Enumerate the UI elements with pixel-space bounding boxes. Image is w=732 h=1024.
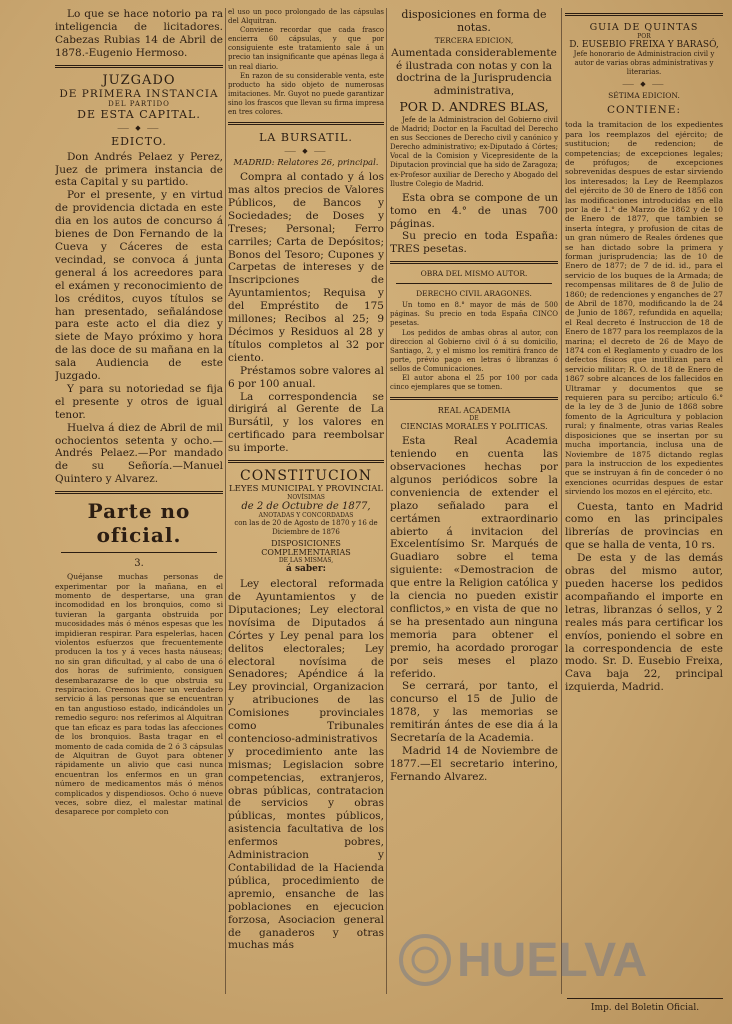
guia-title: GUIA DE QUINTAS: [589, 22, 699, 33]
guia-precio: Cuesta, tanto en Madrid como en las principales librerías de provincias en que se halla de venta, 10 rs.: [565, 500, 723, 552]
academia-para-3: Madrid 14 de Noviembre de 1877.—El secretario interino, Fernando Alvarez.: [390, 744, 558, 783]
ornament: ⸺ ◆ ⸺: [117, 123, 161, 132]
double-rule: [390, 397, 558, 400]
article-body: Quéjanse muchas personas de experimentar por la mañana, en el momento de despertarse, una gran incomodidad en los bronquios, como si tuvieran la garganta obstruida por mucosidades más ó ménos espesas que les impidieran respirar. Para espelerlas, hacen violentos esfuerzos que frecuentemente producen la tos y á veces hasta náuseas; no sin gran dificultad, y al cabo de una ó dos horas de sufrimiento, consiguen desembarazarse de lo que obstruia su respiracion. Creemos hacer un verdadero servicio á las personas que se encuentran en tan angustioso estado, indicándoles un remedio seguro: nos referimos al Alquitran que tan eficaz es para todas las afecciones de los bronquios. Basta tragar en el momento de cada comida de 2 ó 3 cápsulas de Alquitran de Guyot para obtener rápidamente un alivio que casi nunca encuentran los enfermos en un gran número de medicamentos más ó ménos complicados y dispendiosos. Ocho ó nueve veces, sobre diez, el malestar matinal desaparece por completo con: [55, 572, 223, 817]
blas-tomo: Esta obra se compone de un tomo en 4.° de unas 700 páginas.: [390, 191, 558, 230]
constitucion-line-7: DE LAS MISMAS,: [278, 557, 334, 565]
imprenta-footer: [567, 998, 723, 1013]
column-2: [228, 8, 384, 1004]
guia-contents: toda la tramitacion de los expedientes para los reemplazos del ejército; de sustitucion; de redencion; de competencias; de excepciones legales; de prófugos; de excepciones sobrevenidas despues de estar sirviendo los interesados; la Ley de Reemplazos del ejército de 30 de Enero de 1856 con las modificaciones introducidas en ella por la de 1.° de Marzo de 1862 y de 10 de Enero de 1877, que tambien se inserta íntegra, y profusion de citas de un gran número de Reales órdenes que se han dictado sobre la primera y forman jurisprudencia; las de 10 de Enero de 1877; de 7 de id. id., para el servicio de los buques de la Armada; de recompensas militares de 8 de Julio de 1860; de redenciones y enganches de 27 de Abril de 1870, modificando la de 24 de Junio de 1867, refundida en aquella; el Real decreto é Instruccion de 18 de Enero de 1877 para los reemplazos de la marina; el decreto de 26 de Mayo de 1874 con el Reglamento y cuadro de los defectos físicos que inutilizan para el servicio militar; R. O. de 18 de Enero de 1867 sobre alcances de los fallecidos en Ultramar y documentos que se requieren para su percibo; artículo 6.° de la ley de 3 de Junio de 1868 sobre fomento de la Agricultura y poblacion rural; y finalmente, otras varias Reales disposiciones que se insertan por su mucha importancia, inclusa una de Noviembre de 1875 dictando reglas para la instruccion de los expedientes que se instruyan á fin de conceder ó no exenciones ocurridas despues de estar sirviendo los mozos en el ejército, etc.: [565, 120, 723, 497]
constitucion-body: Ley electoral reformada de Ayuntamientos y de Diputaciones; Ley electoral novísima de Diputados á Córtes y Ley penal para los delitos electorales; Ley electoral novísima de Senadores; Apéndice á la Ley provincial, Organizacion y atribuciones de las Comisiones provinciales como Tribunales contencioso-administrativos y procedimiento ante las mismas; Legislacion sobre competencias, extranjeros, obras públicas, contratacion de servicios y obras públicas, montes públicos, asistencia facultativa de los enfermos pobres, Administracion y Contabilidad de la Hacienda pública, procedimiento de apremio, ensanche de las poblaciones en ejecucion forzosa, Asociacion general de ganaderos y otras muchas más: [228, 578, 384, 952]
guia-author: D. EUSEBIO FREIXA Y BARASÓ,: [569, 40, 719, 50]
blas-credentials: Jefe de la Administracion del Gobierno civil de Madrid; Doctor en la Facultad del Derecho en sus Secciones de Derecho civil y canónico y Derecho administrativo; ex-Diputado á Córtes; Vocal de la Comision y Vicepresidente de la Diputacion provincial que ha sido de Zaragoza; ex-Profesor auxiliar de Derecho y Abogado del Ilustre Colegio de Madrid.: [390, 116, 558, 188]
parte-no-oficial-title: Parte no oficial.: [87, 499, 191, 548]
article-number: 3.: [134, 558, 144, 570]
double-rule: [565, 13, 723, 16]
double-rule: [55, 491, 223, 494]
court-heading-2: DE PRIMERA INSTANCIA: [59, 87, 219, 100]
guia-author-credentials: Jefe honorario de Administracion civil y autor de varias obras administrativas y literarias.: [573, 50, 715, 77]
derecho-para-3: El autor abona el 25 por 100 por cada cinco ejemplares que se tomen.: [390, 374, 558, 392]
constitucion-line-2: NOVÍSIMAS: [287, 494, 325, 502]
column-3: [390, 8, 558, 1004]
bursatil-para-1: Compra al contado y á los mas altos precios de Valores Públicos, de Bancos y Sociedades; de Doses y Treses; Personal; Ferro carriles; Carta de Depósitos; Bonos del Tesoro; Cupones y Carpetas de intereses y de Inscripciones de Ayuntamientos; Requisa y del Empréstito de 175 millones; Recibos al 25; 9 Décimos y Residuos al 28 y títulos completos al 32 por ciento.: [228, 171, 384, 364]
constitucion-line-3: de 2 de Octubre de 1877,: [241, 501, 371, 513]
double-rule: [390, 261, 558, 264]
guia-contiene: CONTIENE:: [606, 104, 682, 117]
rule: [61, 552, 217, 553]
academia-para-2: Se cerrará, por tanto, el concurso el 15 de Julio de 1878, y las memorias se remitirán ántes de ese dia á la Secretaría de la Academia.: [390, 680, 558, 745]
constitucion-line-1: LEYES MUNICIPAL Y PROVINCIAL: [229, 484, 383, 495]
lead-notice: Lo que se hace notorio pa ra inteligencia de licitadores. Cabezas Rubias 14 de Abril de 1878.-Eugenio Hermoso.: [55, 8, 223, 59]
blas-precio: Su precio en toda España: TRES pesetas.: [390, 230, 558, 256]
derecho-title: DERECHO CIVIL ARAGONES.: [416, 289, 532, 299]
watermark-seal-icon: [401, 936, 449, 984]
academia-heading-3: CIENCIAS MORALES Y POLITICAS.: [400, 422, 548, 432]
rule: [396, 283, 552, 284]
derecho-para-1: Un tomo en 8.° mayor de más de 500 páginas. Su precio en toda España CINCO pesetas.: [390, 301, 558, 328]
constitucion-line-4: ANOTADAS Y CONCORDADAS: [258, 512, 354, 520]
constitucion-line-8: á saber:: [286, 564, 326, 575]
imprenta-label: Imp. del Boletin Oficial.: [590, 1003, 700, 1013]
academia-heading-2: DE: [469, 415, 479, 423]
column-divider: [561, 8, 562, 994]
court-heading-3: DEL PARTIDO: [108, 99, 170, 108]
column-1: [55, 8, 223, 1004]
edicto-title: EDICTO.: [111, 134, 167, 148]
edicto-para-4: Huelva á diez de Abril de mil ochocientos setenta y ocho.—Andrés Pelaez.—Por mandado de su Señoría.—Manuel Quintero y Alvarez.: [55, 421, 223, 486]
edicto-para-3: Y para su notoriedad se fija el presente y otros de igual tenor.: [55, 382, 223, 421]
court-heading-1: JUZGADO: [102, 72, 176, 88]
double-rule: [55, 65, 223, 68]
blas-heading-3: Aumentada considerablemente é ilustrada con notas y con la doctrina de la Jurisprudencia administrativa,: [391, 47, 557, 97]
column-4: [565, 8, 723, 1004]
column-divider: [386, 8, 387, 994]
ornament: ⸺ ◆ ⸺: [622, 80, 666, 89]
column-divider: [225, 8, 226, 994]
guyot-para-1: el uso un poco prolongado de las cápsulas del Alquitran.: [228, 8, 384, 26]
guia-pedidos: De esta y de las demás obras del mismo autor, pueden hacerse los pedidos acompañando el importe en letras, libranzas ó sellos, y 2 reales más para certificar los envíos, poniendo el sobre en la correspondencia de este modo. Sr. D. Eusebio Freixa, Cava baja 22, principal izquierda, Madrid.: [565, 552, 723, 694]
academia-para-1: Esta Real Academia teniendo en cuenta las observaciones hechas por algunos periódicos sobre la conveniencia de extender el plazo señalado para el certámen extraordinario abierto á invitacion del Excelentísimo Sr. Marqués de Guadiaro sobre el tema siguiente: «Demostracion de que entre la Religion católica y la ciencia no pueden existir conflictos,» en vista de que no se ha presentado aun ninguna memoria para obtener el premio, ha acordado prorogar por seis meses el plazo referido.: [390, 435, 558, 680]
derecho-para-2: Los pedidos de ambas obras al autor, con direccion al Gobierno civil ó á su domicilio, Santiago, 2, y el mismo los remitirá franco de porte, prévio pago en letras ó libranzas ó sellos de Comunicaciones.: [390, 328, 558, 373]
mismo-autor-title: OBRA DEL MISMO AUTOR.: [420, 269, 528, 279]
bursatil-para-2: Préstamos sobre valores al 6 por 100 anual.: [228, 364, 384, 390]
bursatil-address: MADRID: Relatores 26, principal.: [233, 158, 379, 169]
double-rule: [228, 122, 384, 125]
court-heading-4: DE ESTA CAPITAL.: [77, 107, 201, 121]
blas-heading-2: TERCERA EDICION,: [434, 36, 514, 45]
archive-watermark: [395, 920, 665, 1000]
ornament: ⸺ ◆ ⸺: [284, 147, 328, 156]
guyot-para-3: En razon de su considerable venta, este producto ha sido objeto de numerosas imitaciones. Mr. Guyot no puede garantizar sino los frascos que llevan su firma impresa en tres colores.: [228, 71, 384, 117]
guia-edicion: SÉTIMA EDICION.: [608, 91, 680, 101]
blas-heading-4: POR D. ANDRES BLAS,: [399, 99, 549, 114]
guyot-para-2: Conviene recordar que cada frasco encierra 60 cápsulas, y que por consiguiente este tratamiento sale á un precio tan insignificante que apénas llega á un real diario.: [228, 26, 384, 71]
constitucion-line-5: con las de 20 de Agosto de 1870 y 16 de Diciembre de 1876: [234, 519, 378, 536]
watermark-text: HUELVA: [457, 934, 648, 987]
blas-heading-1: disposiciones en forma de notas.: [401, 8, 547, 34]
edicto-para-2: Por el presente, y en virtud de providencia dictada en este dia en los autos de concurso á bienes de Don Fernando de la Cueva y Cáceres de esta vecindad, se convoca á junta general á los acreedores para el exámen y reconocimiento de los créditos, cuyos títulos se han presentado, señalándose para este acto el dia diez y siete de Mayo próximo y hora de las doce de su mañana en la sala Audiencia de este Juzgado.: [55, 189, 223, 383]
academia-heading-1: REAL ACADEMIA: [437, 406, 511, 416]
bursatil-para-3: La correspondencia se dirigirá al Gerente de La Bursátil, y los valores en certificado para reembolsar su importe.: [228, 390, 384, 455]
double-rule: [228, 460, 384, 463]
constitucion-title: CONSTITUCION: [239, 468, 372, 485]
guia-por: POR: [637, 33, 651, 40]
edicto-para-1: Don Andrés Pelaez y Perez, Juez de primera instancia de esta Capital y su partido.: [55, 150, 223, 189]
constitucion-line-6: DISPOSICIONES COMPLEMENTARIAS: [261, 539, 351, 558]
bursatil-title: LA BURSATIL.: [259, 131, 353, 145]
